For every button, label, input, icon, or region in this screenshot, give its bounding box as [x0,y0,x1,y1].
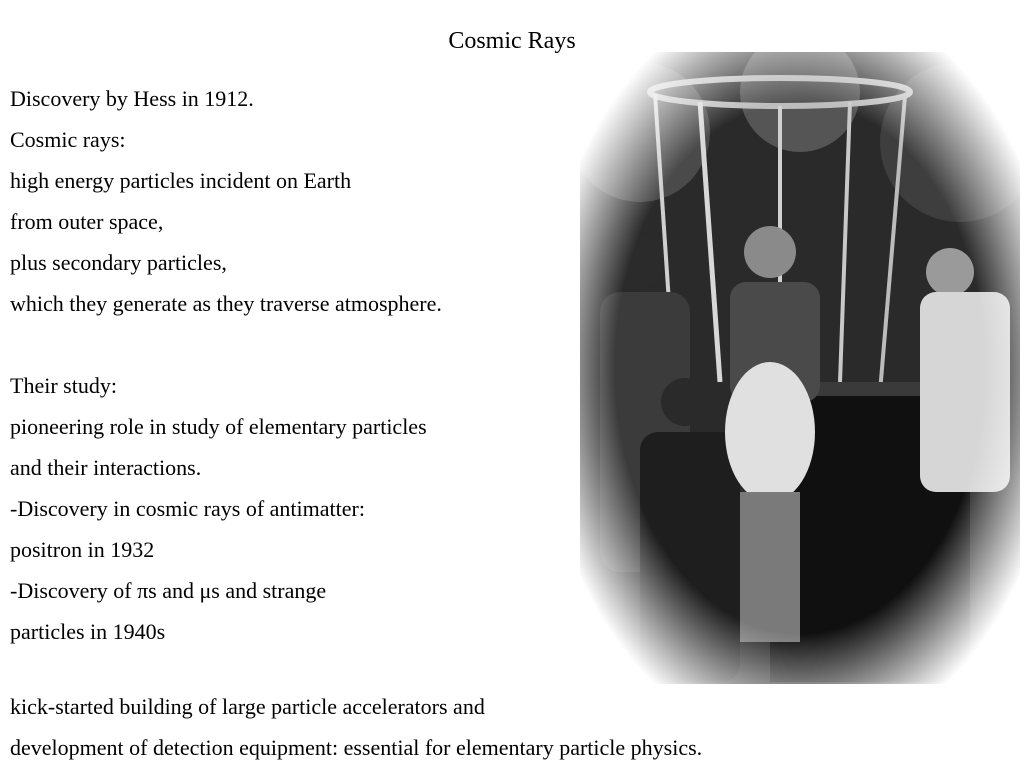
footer-line: development of detection equipment: essential for elementary particle physics. [10,735,703,760]
text-line: plus secondary particles, [10,250,227,275]
text-line: -Discovery in cosmic rays of antimatter: [10,496,365,521]
text-line: and their interactions. [10,455,202,480]
text-line: particles in 1940s [10,619,166,644]
text-line: -Discovery of πs and μs and strange [10,578,327,603]
balloon-photo [580,52,1020,684]
footer-line: kick-started building of large particle accelerators and [10,694,485,719]
text-line: positron in 1932 [10,537,155,562]
slide-title: Cosmic Rays [448,28,576,54]
text-line: Discovery by Hess in 1912. [10,86,254,111]
text-line: which they generate as they traverse atmosphere. [10,291,442,316]
text-line: Their study: [10,373,117,398]
body-text [10,78,610,652]
text-line: high energy particles incident on Earth [10,168,352,193]
footer-text [10,686,1020,768]
text-line: Cosmic rays: [10,127,126,152]
balloon-gondola-illustration [580,52,1020,684]
text-line: from outer space, [10,209,164,234]
blank-line [10,324,610,365]
text-line: pioneering role in study of elementary particles [10,414,427,439]
